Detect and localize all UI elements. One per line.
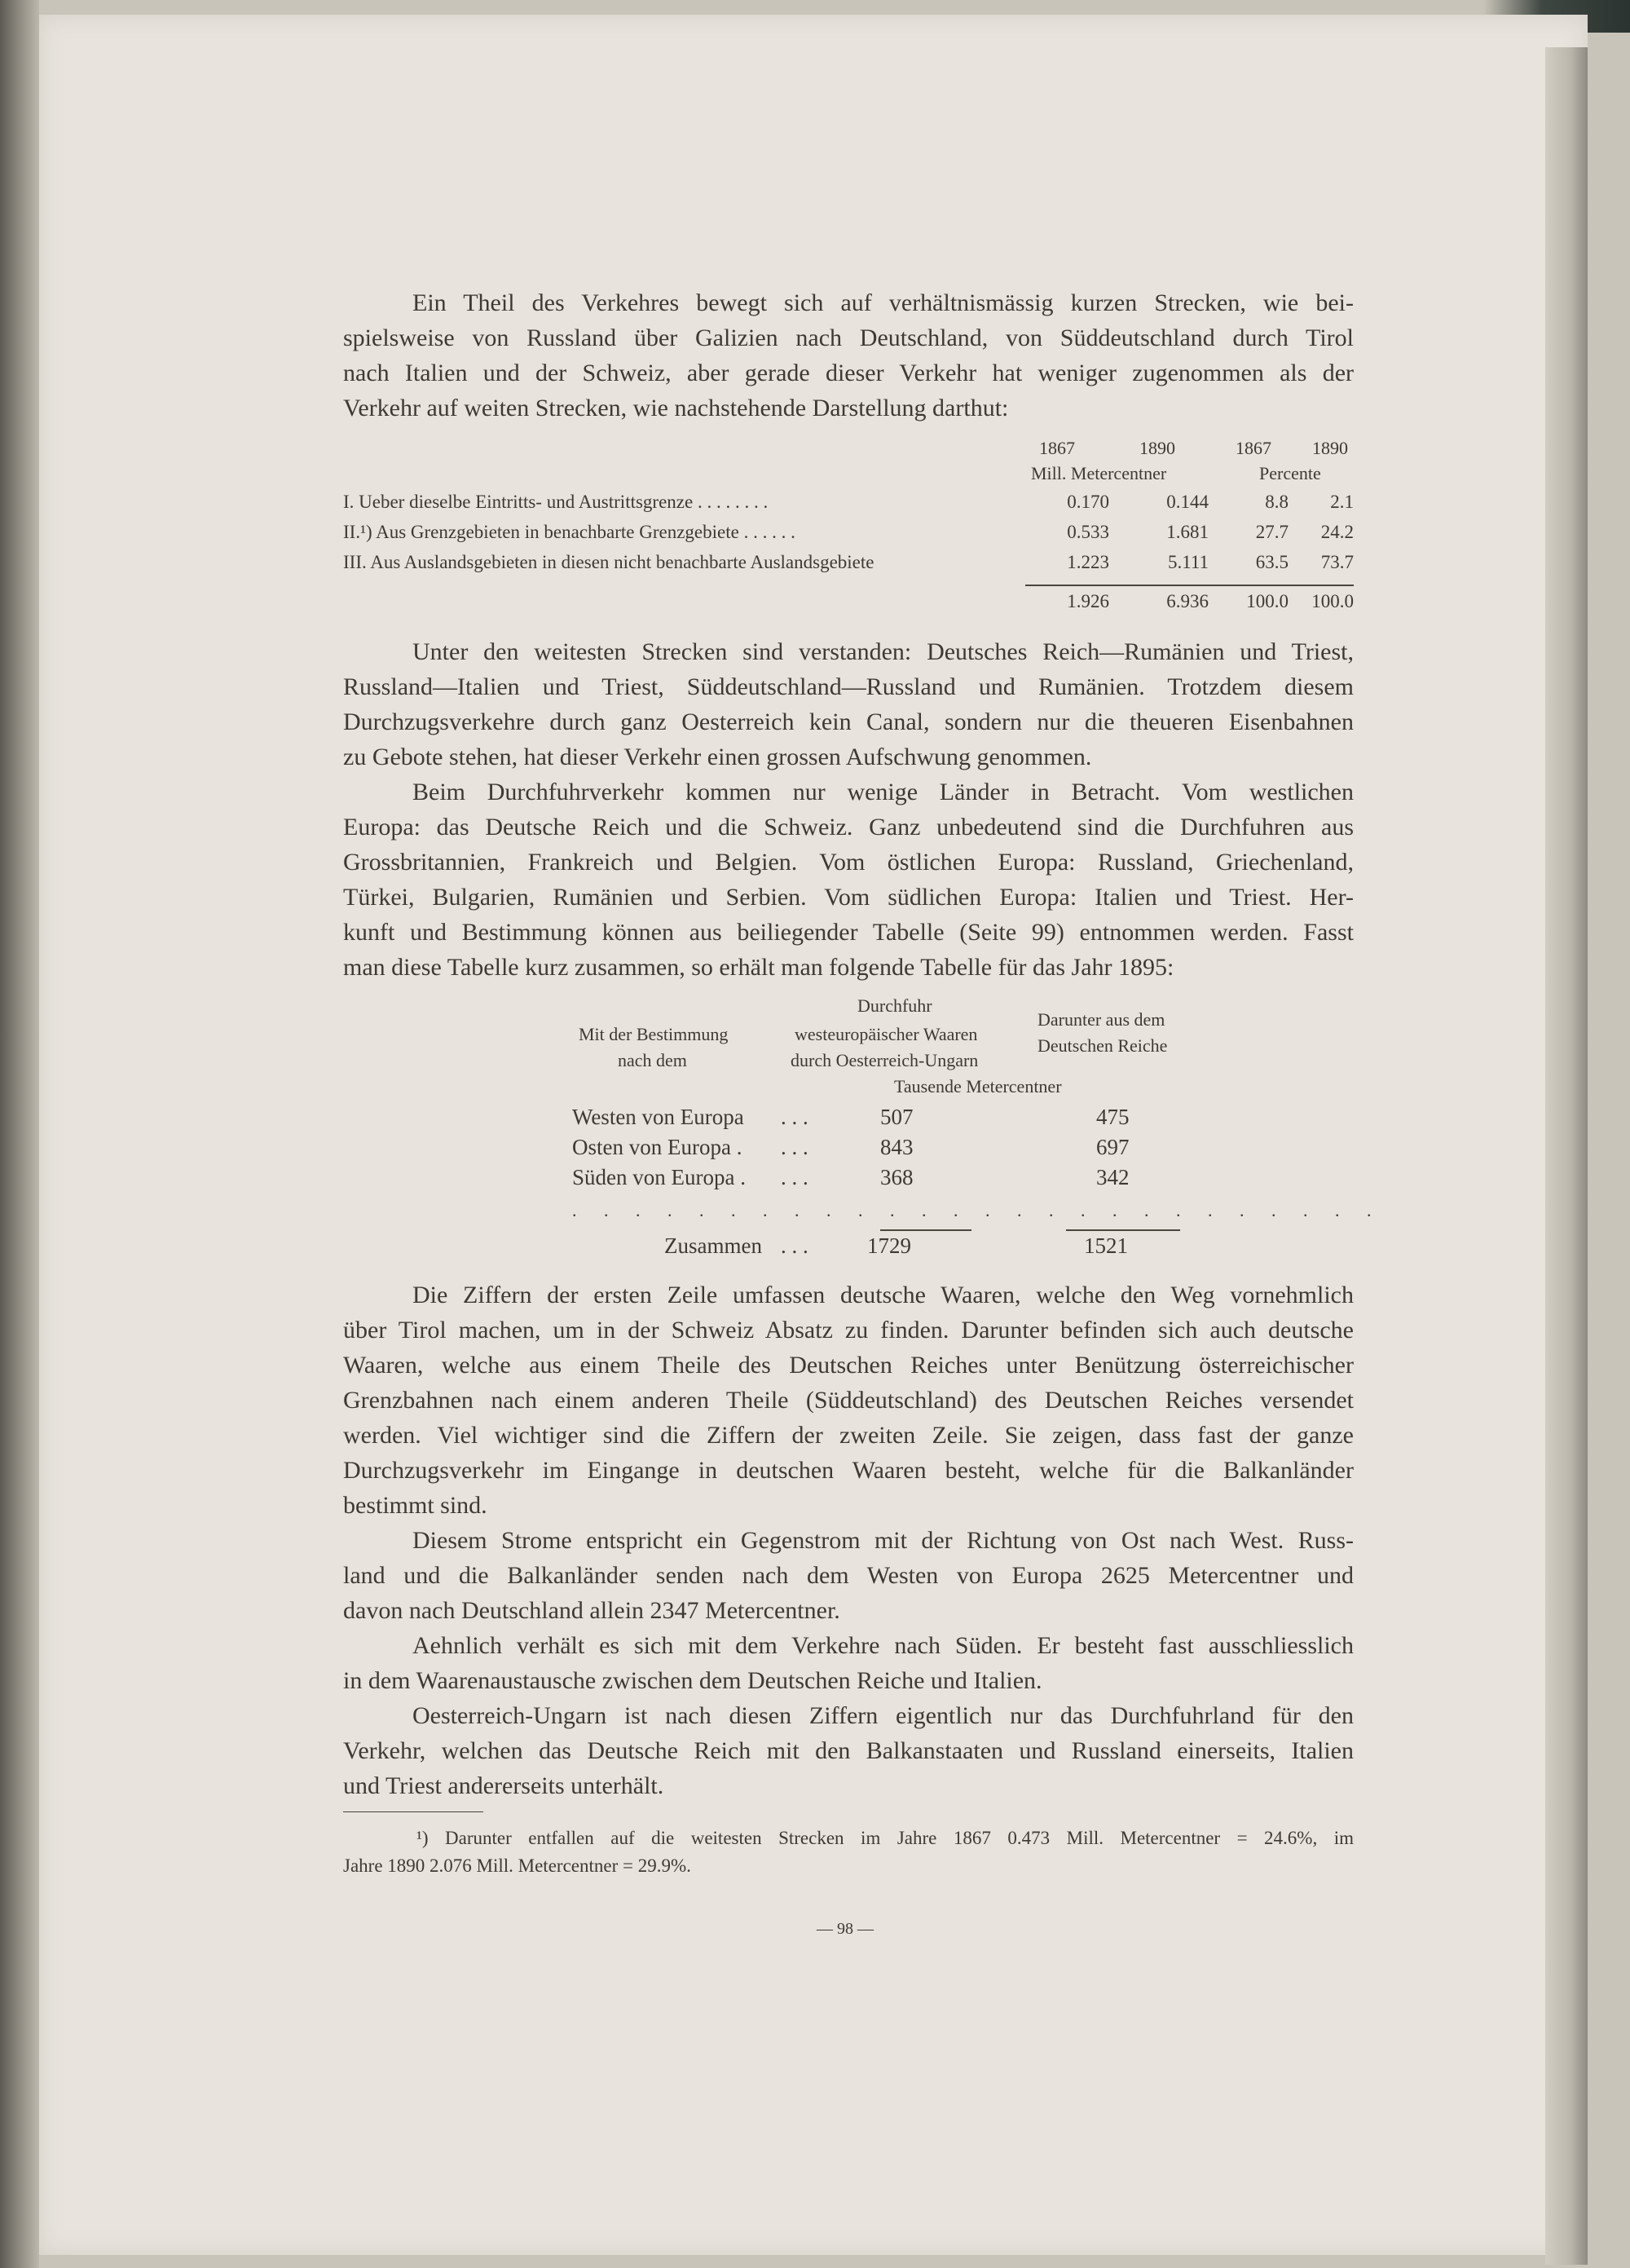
table2-row-leader: . . . <box>781 1135 808 1159</box>
text-line: Europa: das Deutsche Reich und die Schweiz. Ganz unbedeutend sind die Durchfuhren aus <box>343 814 1354 841</box>
percent-1867: 8.8 <box>1265 492 1289 512</box>
table2-value-durchfuhr: 368 <box>880 1165 914 1189</box>
table2-head-left: nach dem <box>618 1050 687 1070</box>
text-line: in dem Waarenaustausche zwischen dem Deutschen Reiche und Italien. <box>343 1667 1042 1694</box>
table2-head-mid: Durchfuhr <box>857 995 932 1016</box>
table2-total-label: Zusammen <box>664 1233 762 1258</box>
page-number: — 98 — <box>817 1920 874 1938</box>
text-line: Beim Durchfuhrverkehr kommen nur wenige Länder in Betracht. Vom westlichen <box>412 779 1354 805</box>
table2-total-deutsch: 1521 <box>1084 1233 1128 1258</box>
total-percent-1890: 100.0 <box>1311 591 1354 611</box>
total-1867: 1.926 <box>1067 591 1109 611</box>
text-line: Die Ziffern der ersten Zeile umfassen deutsche Waaren, welche den Weg vornehmlich <box>412 1282 1354 1308</box>
paragraph-6 <box>343 1628 1354 1698</box>
table2-value-durchfuhr: 507 <box>880 1105 914 1129</box>
table2-row-label: Osten von Europa . <box>572 1135 742 1159</box>
text-line: über Tirol machen, um in der Schweiz Absatz zu finden. Darunter befinden sich auch deutsche <box>343 1317 1354 1344</box>
table2-head-right: Darunter aus dem <box>1037 1009 1165 1030</box>
table1-sum-rule <box>1025 585 1354 586</box>
paragraph-4 <box>343 1277 1354 1523</box>
text-line: Ein Theil des Verkehres bewegt sich auf verhältnismässig kurzen Strecken, wie bei- <box>412 289 1354 316</box>
table2-head-right: Deutschen Reiche <box>1037 1035 1168 1056</box>
text-line: nach Italien und der Schweiz, aber gerade dieser Verkehr hat weniger zugenommen als der <box>343 360 1354 386</box>
percent-1890: 73.7 <box>1320 552 1354 572</box>
footnote-rule <box>343 1811 483 1812</box>
text-line: bestimmt sind. <box>343 1492 487 1519</box>
table2-row-leader: . . . <box>781 1165 808 1189</box>
footnote <box>343 1825 1354 1880</box>
table2-row-label: Westen von Europa <box>572 1105 744 1129</box>
table2-value-deutsch: 697 <box>1096 1135 1130 1159</box>
table2-value-deutsch: 475 <box>1096 1105 1130 1129</box>
text-line: Verkehr auf weiten Strecken, wie nachstehende Darstellung darthut: <box>343 395 1009 421</box>
text-line: Diesem Strome entspricht ein Gegenstrom mit der Richtung von Ost nach West. Russ- <box>412 1527 1354 1554</box>
text-line: zu Gebote stehen, hat dieser Verkehr einen grossen Aufschwung genommen. <box>343 743 1092 770</box>
table1-row <box>343 492 1354 521</box>
table1-year-1867-a: 1867 <box>1039 438 1075 458</box>
percent-1867: 27.7 <box>1255 522 1289 542</box>
text-line: Türkei, Bulgarien, Rumänien und Serbien. Vom südlichen Europa: Italien und Triest. Her- <box>343 884 1354 911</box>
table2-total-durchfuhr: 1729 <box>867 1233 911 1258</box>
table1-row <box>343 522 1354 551</box>
text-line: Russland—Italien und Triest, Süddeutschland—Russland und Rumänien. Trotzdem diesem <box>343 673 1354 700</box>
text-line: Grossbritannien, Frankreich und Belgien. Vom östlichen Europa: Russland, Griechenland, <box>343 849 1354 876</box>
text-line: Grenzbahnen nach einem anderen Theile (Süddeutschland) des Deutschen Reiches versendet <box>343 1387 1354 1414</box>
footnote-line: Jahre 1890 2.076 Mill. Metercentner = 29.9%. <box>343 1855 691 1876</box>
book-binding-edge <box>0 0 39 2268</box>
percent-1867: 63.5 <box>1255 552 1289 572</box>
text-line: Oesterreich-Ungarn ist nach diesen Ziffern eigentlich nur das Durchfuhrland für den <box>412 1702 1354 1729</box>
table1-year-1890-a: 1890 <box>1139 438 1175 458</box>
text-line: Verkehr, welchen das Deutsche Reich mit den Balkanstaaten und Russland einerseits, Italien <box>343 1737 1354 1764</box>
text-line: land und die Balkanländer senden nach dem Westen von Europa 2625 Metercentner und <box>343 1562 1354 1589</box>
paragraph-5 <box>343 1523 1354 1628</box>
text-line: davon nach Deutschland allein 2347 Metercentner. <box>343 1597 840 1624</box>
total-1890: 6.936 <box>1166 591 1209 611</box>
paragraph-2 <box>343 634 1354 774</box>
table1-unit-metercentner: Mill. Metercentner <box>1031 463 1167 483</box>
text-line: Waaren, welche aus einem Theile des Deutschen Reiches unter Benützung österreichischer <box>343 1352 1354 1379</box>
table2-row-leader: . . . <box>781 1105 808 1129</box>
percent-1890: 2.1 <box>1330 492 1354 512</box>
value-1890: 0.144 <box>1166 492 1209 512</box>
text-line: werden. Viel wichtiger sind die Ziffern der zweiten Zeile. Sie zeigen, dass fast der ganze <box>343 1422 1354 1449</box>
text-line: Aehnlich verhält es sich mit dem Verkehre nach Süden. Er besteht fast ausschliesslich <box>412 1632 1354 1659</box>
table2-row-label: Süden von Europa . <box>572 1165 746 1189</box>
row-label: I. Ueber dieselbe Eintritts- und Austrittsgrenze . . . . . . . . <box>343 492 769 512</box>
table1-unit-percente: Percente <box>1259 463 1321 483</box>
paragraph-3 <box>343 774 1354 985</box>
table2-value-deutsch: 342 <box>1096 1165 1130 1189</box>
text-line: und Triest andererseits unterhält. <box>343 1772 664 1799</box>
percent-1890: 24.2 <box>1320 522 1354 542</box>
row-label: III. Aus Auslandsgebieten in diesen nicht benachbarte Auslandsgebiete <box>343 552 874 572</box>
text-line: Durchzugsverkehre durch ganz Oesterreich kein Canal, sondern nur die theueren Eisenbahnen <box>343 708 1354 735</box>
table2-total-leader: . . . <box>781 1233 808 1258</box>
paragraph-7 <box>343 1698 1354 1803</box>
total-percent-1867: 100.0 <box>1246 591 1289 611</box>
value-1890: 5.111 <box>1167 552 1209 572</box>
table2-sum-rule <box>880 1229 971 1231</box>
table1-year-1867-b: 1867 <box>1236 438 1271 458</box>
table2-dot-leader-line: . . . . . . . . . . . . . . . . . . . . . . . . . . <box>572 1200 1383 1220</box>
table1-row <box>343 552 1354 581</box>
value-1867: 0.533 <box>1067 522 1109 542</box>
text-line: Unter den weitesten Strecken sind verstanden: Deutsches Reich—Rumänien und Triest, <box>412 638 1354 665</box>
value-1867: 0.170 <box>1067 492 1109 512</box>
text-line: Durchzugsverkehr im Eingange in deutschen Waaren besteht, welche für die Balkanländer <box>343 1457 1354 1484</box>
page-stack-edge <box>1545 47 1588 2265</box>
table1-total-row <box>343 591 1354 620</box>
table2-head-mid: westeuropäischer Waaren <box>795 1024 978 1044</box>
table1-year-1890-b: 1890 <box>1312 438 1348 458</box>
table2-value-durchfuhr: 843 <box>880 1135 914 1159</box>
table2-head-mid: durch Oesterreich-Ungarn <box>791 1050 979 1070</box>
text-line: kunft und Bestimmung können aus beiliegender Tabelle (Seite 99) entnommen werden. Fasst <box>343 919 1354 946</box>
footnote-line: ¹) Darunter entfallen auf die weitesten Strecken im Jahre 1867 0.473 Mill. Metercentner = 24.6%, im <box>416 1828 1354 1848</box>
value-1867: 1.223 <box>1067 552 1109 572</box>
text-line: man diese Tabelle kurz zusammen, so erhält man folgende Tabelle für das Jahr 1895: <box>343 954 1174 981</box>
table2-unit: Tausende Metercentner <box>894 1076 1062 1096</box>
value-1890: 1.681 <box>1166 522 1209 542</box>
table2-sum-rule <box>1066 1229 1180 1231</box>
table2-head-left: Mit der Bestimmung <box>579 1024 729 1044</box>
row-label: II.¹) Aus Grenzgebieten in benachbarte Grenzgebiete . . . . . . <box>343 522 795 542</box>
text-line: spielsweise von Russland über Galizien nach Deutschland, von Süddeutschland durch Tirol <box>343 324 1354 351</box>
paragraph-1 <box>343 285 1354 426</box>
